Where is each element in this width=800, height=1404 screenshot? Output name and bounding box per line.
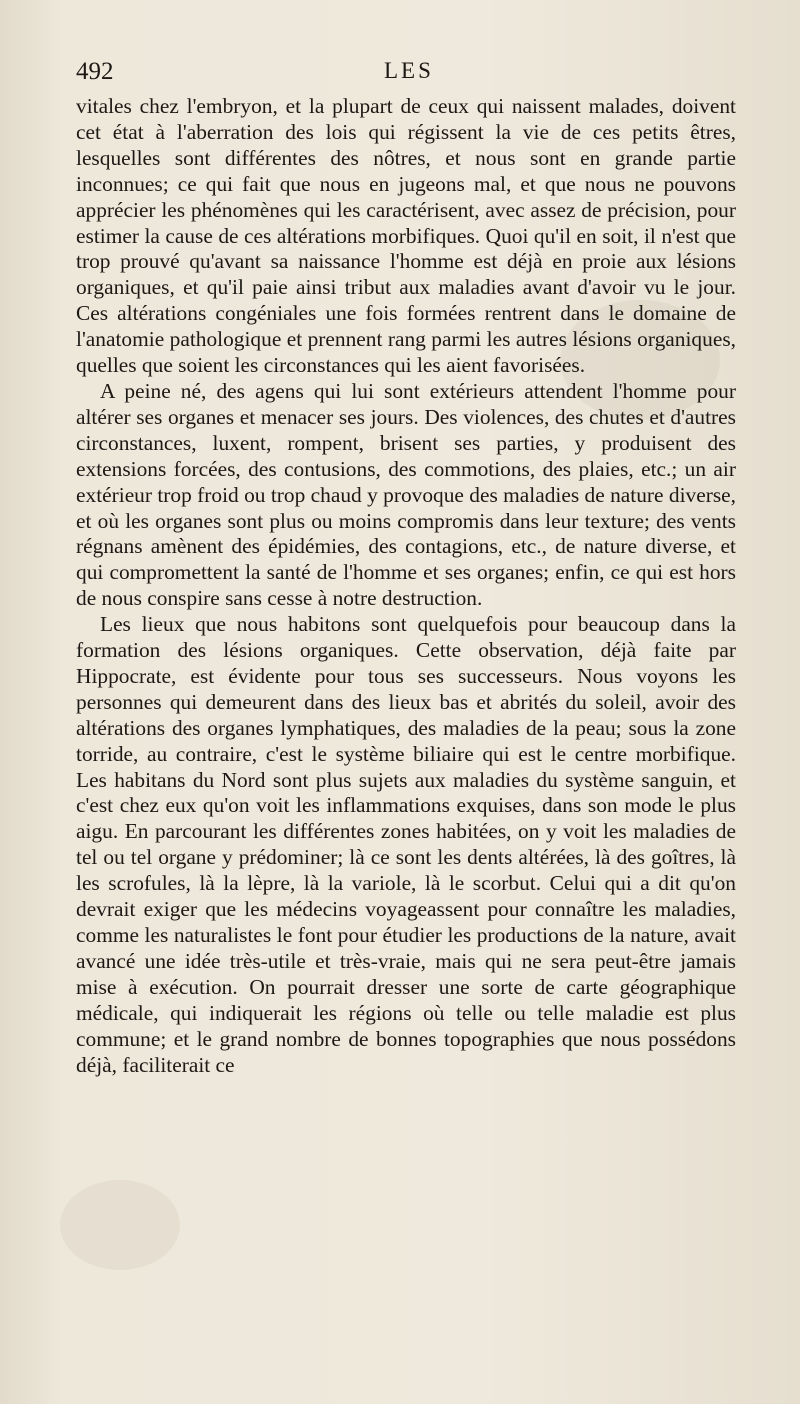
paragraph: A peine né, des agens qui lui sont extérieurs attendent l'homme pour altérer ses organes et menacer ses jours. Des violences, des chutes et d'autres circonstances, luxent, rompent, brisent ses parties, y produisent des extensions forcées, des contusions, des commotions, des plaies, etc.; un air extérieur trop froid ou trop chaud y provoque des maladies de nature diverse, et où les organes sont plus ou moins compromis dans leur texture; des vents régnans amènent des épidémies, des contagions, etc., de nature diverse, et qui compromettent la santé de l'homme et ses organes; enfin, ce qui est hors de nous conspire sans cesse à notre destruction. bbox=[76, 378, 736, 611]
body-text bbox=[76, 94, 736, 1078]
running-head: LES bbox=[384, 58, 434, 83]
page-number: 492 bbox=[76, 58, 114, 85]
paragraph: vitales chez l'embryon, et la plupart de ceux qui naissent malades, doivent cet état à l'aberration des lois qui régissent la vie de ces petits êtres, lesquelles sont différentes des nôtres, et nous sont en grande partie inconnues; ce qui fait que nous en jugeons mal, et que nous ne pouvons apprécier les phénomènes qui les caractérisent, avec assez de précision, pour estimer la cause de ces altérations morbifiques. Quoi qu'il en soit, il n'est que trop prouvé qu'avant sa naissance l'homme est déjà en proie aux lésions organiques, et qu'il paie ainsi tribut aux maladies avant d'avoir vu le jour. Ces altérations congéniales une fois formées rentrent dans le domaine de l'anatomie pathologique et prennent rang parmi les autres lésions organiques, quelles que soient les circonstances qui les aient favorisées. bbox=[76, 94, 736, 378]
paragraph: Les lieux que nous habitons sont quelquefois pour beaucoup dans la formation des lésions organiques. Cette observation, déjà faite par Hippocrate, est évidente pour tous ses successeurs. Nous voyons les personnes qui demeurent dans des lieux bas et abrités du soleil, avoir des altérations des organes lymphatiques, des maladies de la peau; sous la zone torride, au contraire, c'est le système biliaire qui est le centre morbifique. Les habitans du Nord sont plus sujets aux maladies du système sanguin, et c'est chez eux qu'on voit les inflammations exquises, dans son mode le plus aigu. En parcourant les différentes zones habitées, on y voit les maladies de tel ou tel organe y prédominer; là ce sont les dents altérées, là des goîtres, là les scrofules, là la lèpre, là la variole, là le scorbut. Celui qui a dit qu'on devrait exiger que les médecins voyageassent pour connaître les maladies, comme les naturalistes le font pour étudier les productions de la nature, avait avancé une idée très-utile et très-vraie, mais qui ne sera peut-être jamais mise à exécution. On pourrait dresser une sorte de carte géographique médicale, qui indiquerait les régions où telle ou telle maladie est plus commune; et le grand nombre de bonnes topographies que nous possédons déjà, faciliterait ce bbox=[76, 612, 736, 1077]
paper-stain bbox=[60, 1180, 180, 1270]
page-header bbox=[76, 58, 736, 92]
